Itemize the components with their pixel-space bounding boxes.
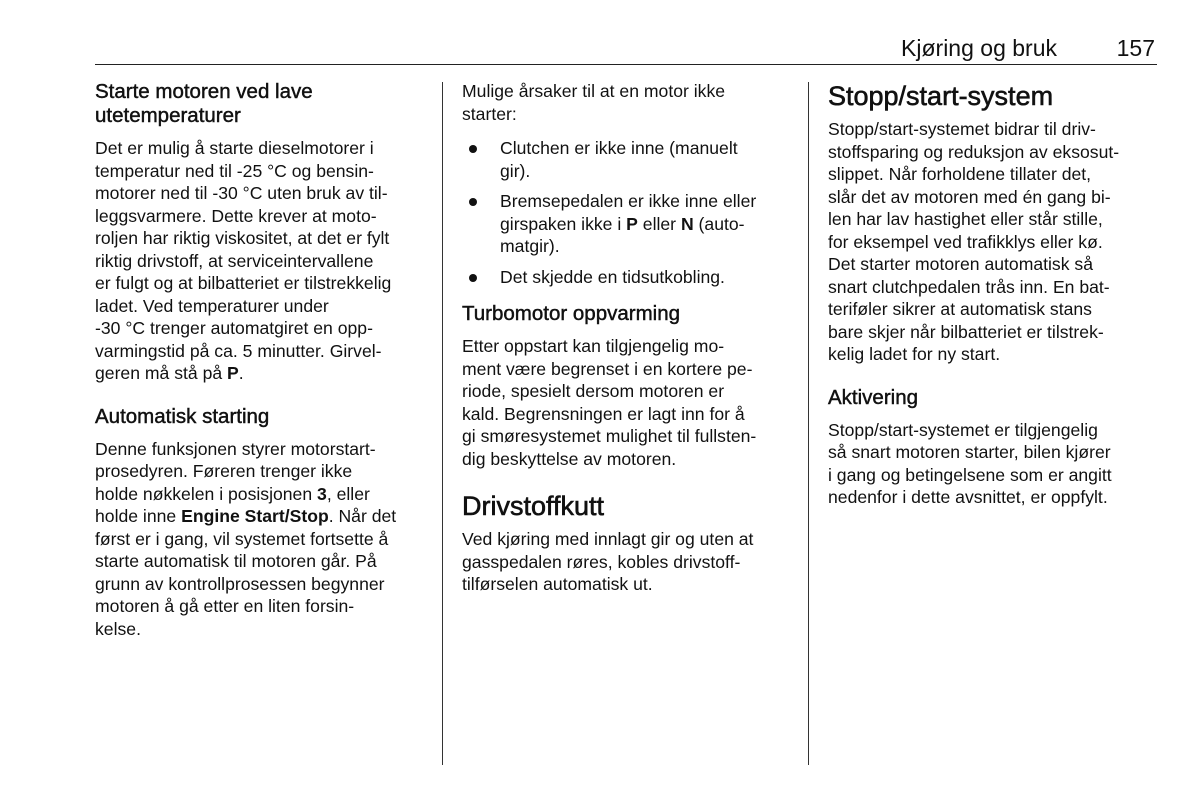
- text-line: slår det av motoren med én gang bi-: [828, 186, 1111, 207]
- bullet-icon: [469, 145, 477, 153]
- list-item: [462, 266, 794, 289]
- text-line: -30 °C trenger automatgiret en opp-: [95, 318, 373, 338]
- text-line: Etter oppstart kan tilgjengelig mo-: [462, 336, 725, 356]
- text-line: Stopp/start-systemet er tilgjengelig: [828, 419, 1098, 440]
- text-run: (auto-: [693, 213, 745, 234]
- text-line: motorer ned til -30 °C uten bruk av til-: [95, 183, 388, 203]
- list-item: [462, 137, 794, 182]
- text-line: [95, 362, 427, 385]
- text-line: så snart motoren starter, bilen kjører: [828, 442, 1111, 462]
- text-line: prosedyren. Føreren trenger ikke: [95, 461, 353, 481]
- engine-start-stop-label: Engine Start/Stop: [181, 506, 329, 526]
- gear-position-p: P: [227, 363, 239, 383]
- paragraph-cold-start: [95, 137, 427, 385]
- page-header: [95, 34, 1157, 65]
- text-line: snart clutchpedalen trås inn. En bat-: [828, 276, 1110, 297]
- text-line: i gang og betingelsene som er angitt: [828, 464, 1112, 485]
- text-line: Clutchen er ikke inne (manuelt: [500, 138, 738, 158]
- paragraph-causes-intro: [462, 80, 794, 125]
- text-run: geren må stå på: [95, 363, 228, 383]
- text-run: holde nøkkelen i posisjonen: [95, 483, 318, 504]
- text-line: starte automatisk til motoren går. På: [95, 551, 377, 571]
- text-run: eller: [637, 213, 681, 234]
- paragraph-automatic-starting: [95, 438, 427, 641]
- text-line: Ved kjøring med innlagt gir og uten at: [462, 529, 754, 549]
- text-line: bare skjer når bilbatteriet er tilstrek-: [828, 321, 1104, 342]
- text-line: først er i gang, vil systemet fortsette å: [95, 528, 389, 549]
- heading-line: utetemperaturer: [95, 104, 241, 127]
- column-right: [828, 80, 1160, 509]
- text-line: tilførselen automatisk ut.: [462, 574, 653, 594]
- text-run: . Når det: [328, 506, 397, 526]
- text-run: girspaken ikke i: [500, 213, 627, 234]
- heading-line: Starte motoren ved lave: [95, 80, 313, 103]
- text-line: starter:: [462, 103, 517, 124]
- bullet-icon: [469, 198, 477, 206]
- causes-list: [462, 137, 794, 288]
- text-line: [95, 483, 427, 506]
- text-line: nedenfor i dette avsnittet, er oppfylt.: [828, 487, 1108, 507]
- heading-stop-start-system: Stopp/start-system: [828, 81, 1054, 111]
- text-line: kelig ladet for ny start.: [828, 344, 1001, 364]
- gear-position-p: P: [626, 213, 638, 234]
- text-line: roljen har riktig viskositet, at det er fylt: [95, 228, 390, 248]
- text-line: len har lav hastighet eller står stille,: [828, 209, 1103, 229]
- page-number: 157: [1116, 35, 1155, 61]
- paragraph-stop-start-system: [828, 118, 1160, 366]
- heading-activation: Aktivering: [828, 385, 919, 409]
- paragraph-activation: [828, 419, 1160, 509]
- section-title: Kjøring og bruk: [901, 35, 1057, 61]
- text-line: ladet. Ved temperaturer under: [95, 295, 329, 316]
- text-line: er fulgt og at bilbatteriet er tilstrekkelig: [95, 273, 392, 293]
- text-line: gasspedalen røres, kobles drivstoff-: [462, 551, 741, 572]
- text-line: Det starter motoren automatisk så: [828, 254, 1093, 274]
- gear-position-n: N: [680, 213, 694, 234]
- text-line: motoren å gå etter en liten forsin-: [95, 596, 355, 616]
- heading-fuel-cutoff: Drivstoffkutt: [462, 491, 605, 521]
- text-line: kelse.: [95, 618, 141, 639]
- text-line: leggsvarmere. Dette krever at moto-: [95, 205, 377, 226]
- paragraph-turbo-warmup: [462, 335, 794, 470]
- heading-cold-start: [95, 80, 427, 128]
- text-run: .: [238, 363, 244, 383]
- text-line: [95, 505, 427, 528]
- heading-automatic-starting: Automatisk starting: [95, 404, 270, 428]
- text-line: Mulige årsaker til at en motor ikke: [462, 81, 726, 101]
- text-line: slippet. Når forholdene tillater det,: [828, 164, 1092, 184]
- text-line: riktig drivstoff, at serviceintervallene: [95, 250, 374, 271]
- list-item: [462, 190, 794, 258]
- text-line: [500, 213, 794, 236]
- text-line: kald. Begrensningen er lagt inn for å: [462, 403, 745, 424]
- text-line: varmingstid på ca. 5 minutter. Girvel-: [95, 340, 382, 361]
- text-line: stoffsparing og reduksjon av eksosut-: [828, 141, 1120, 162]
- text-line: Stopp/start-systemet bidrar til driv-: [828, 119, 1096, 139]
- column-divider-right: [808, 82, 809, 765]
- key-position-3: 3: [317, 483, 327, 504]
- text-line: matgir).: [500, 236, 560, 256]
- text-line: grunn av kontrollprosessen begynner: [95, 573, 385, 594]
- text-line: ment være begrenset i en kortere pe-: [462, 358, 753, 379]
- text-line: gi smøresystemet mulighet til fullsten-: [462, 426, 757, 446]
- column-divider-left: [442, 82, 443, 765]
- text-line: teriføler sikrer at automatisk stans: [828, 299, 1092, 319]
- text-line: dig beskyttelse av motoren.: [462, 448, 677, 469]
- text-run: holde inne: [95, 506, 182, 526]
- text-line: Det er mulig å starte dieselmotorer i: [95, 138, 374, 158]
- column-middle: [462, 80, 794, 596]
- text-line: Denne funksjonen styrer motorstart-: [95, 438, 376, 459]
- text-line: Bremsepedalen er ikke inne eller: [500, 191, 757, 211]
- text-run: , eller: [326, 483, 370, 504]
- bullet-icon: [469, 274, 477, 282]
- text-line: riode, spesielt dersom motoren er: [462, 381, 725, 401]
- text-line: for eksempel ved trafikklys eller kø.: [828, 231, 1103, 252]
- text-line: Det skjedde en tidsutkobling.: [500, 266, 725, 287]
- column-left: [95, 80, 427, 640]
- heading-turbo-warmup: Turbomotor oppvarming: [462, 302, 681, 325]
- text-line: gir).: [500, 160, 531, 181]
- paragraph-fuel-cutoff: [462, 528, 794, 596]
- text-line: temperatur ned til -25 °C og bensin-: [95, 160, 374, 181]
